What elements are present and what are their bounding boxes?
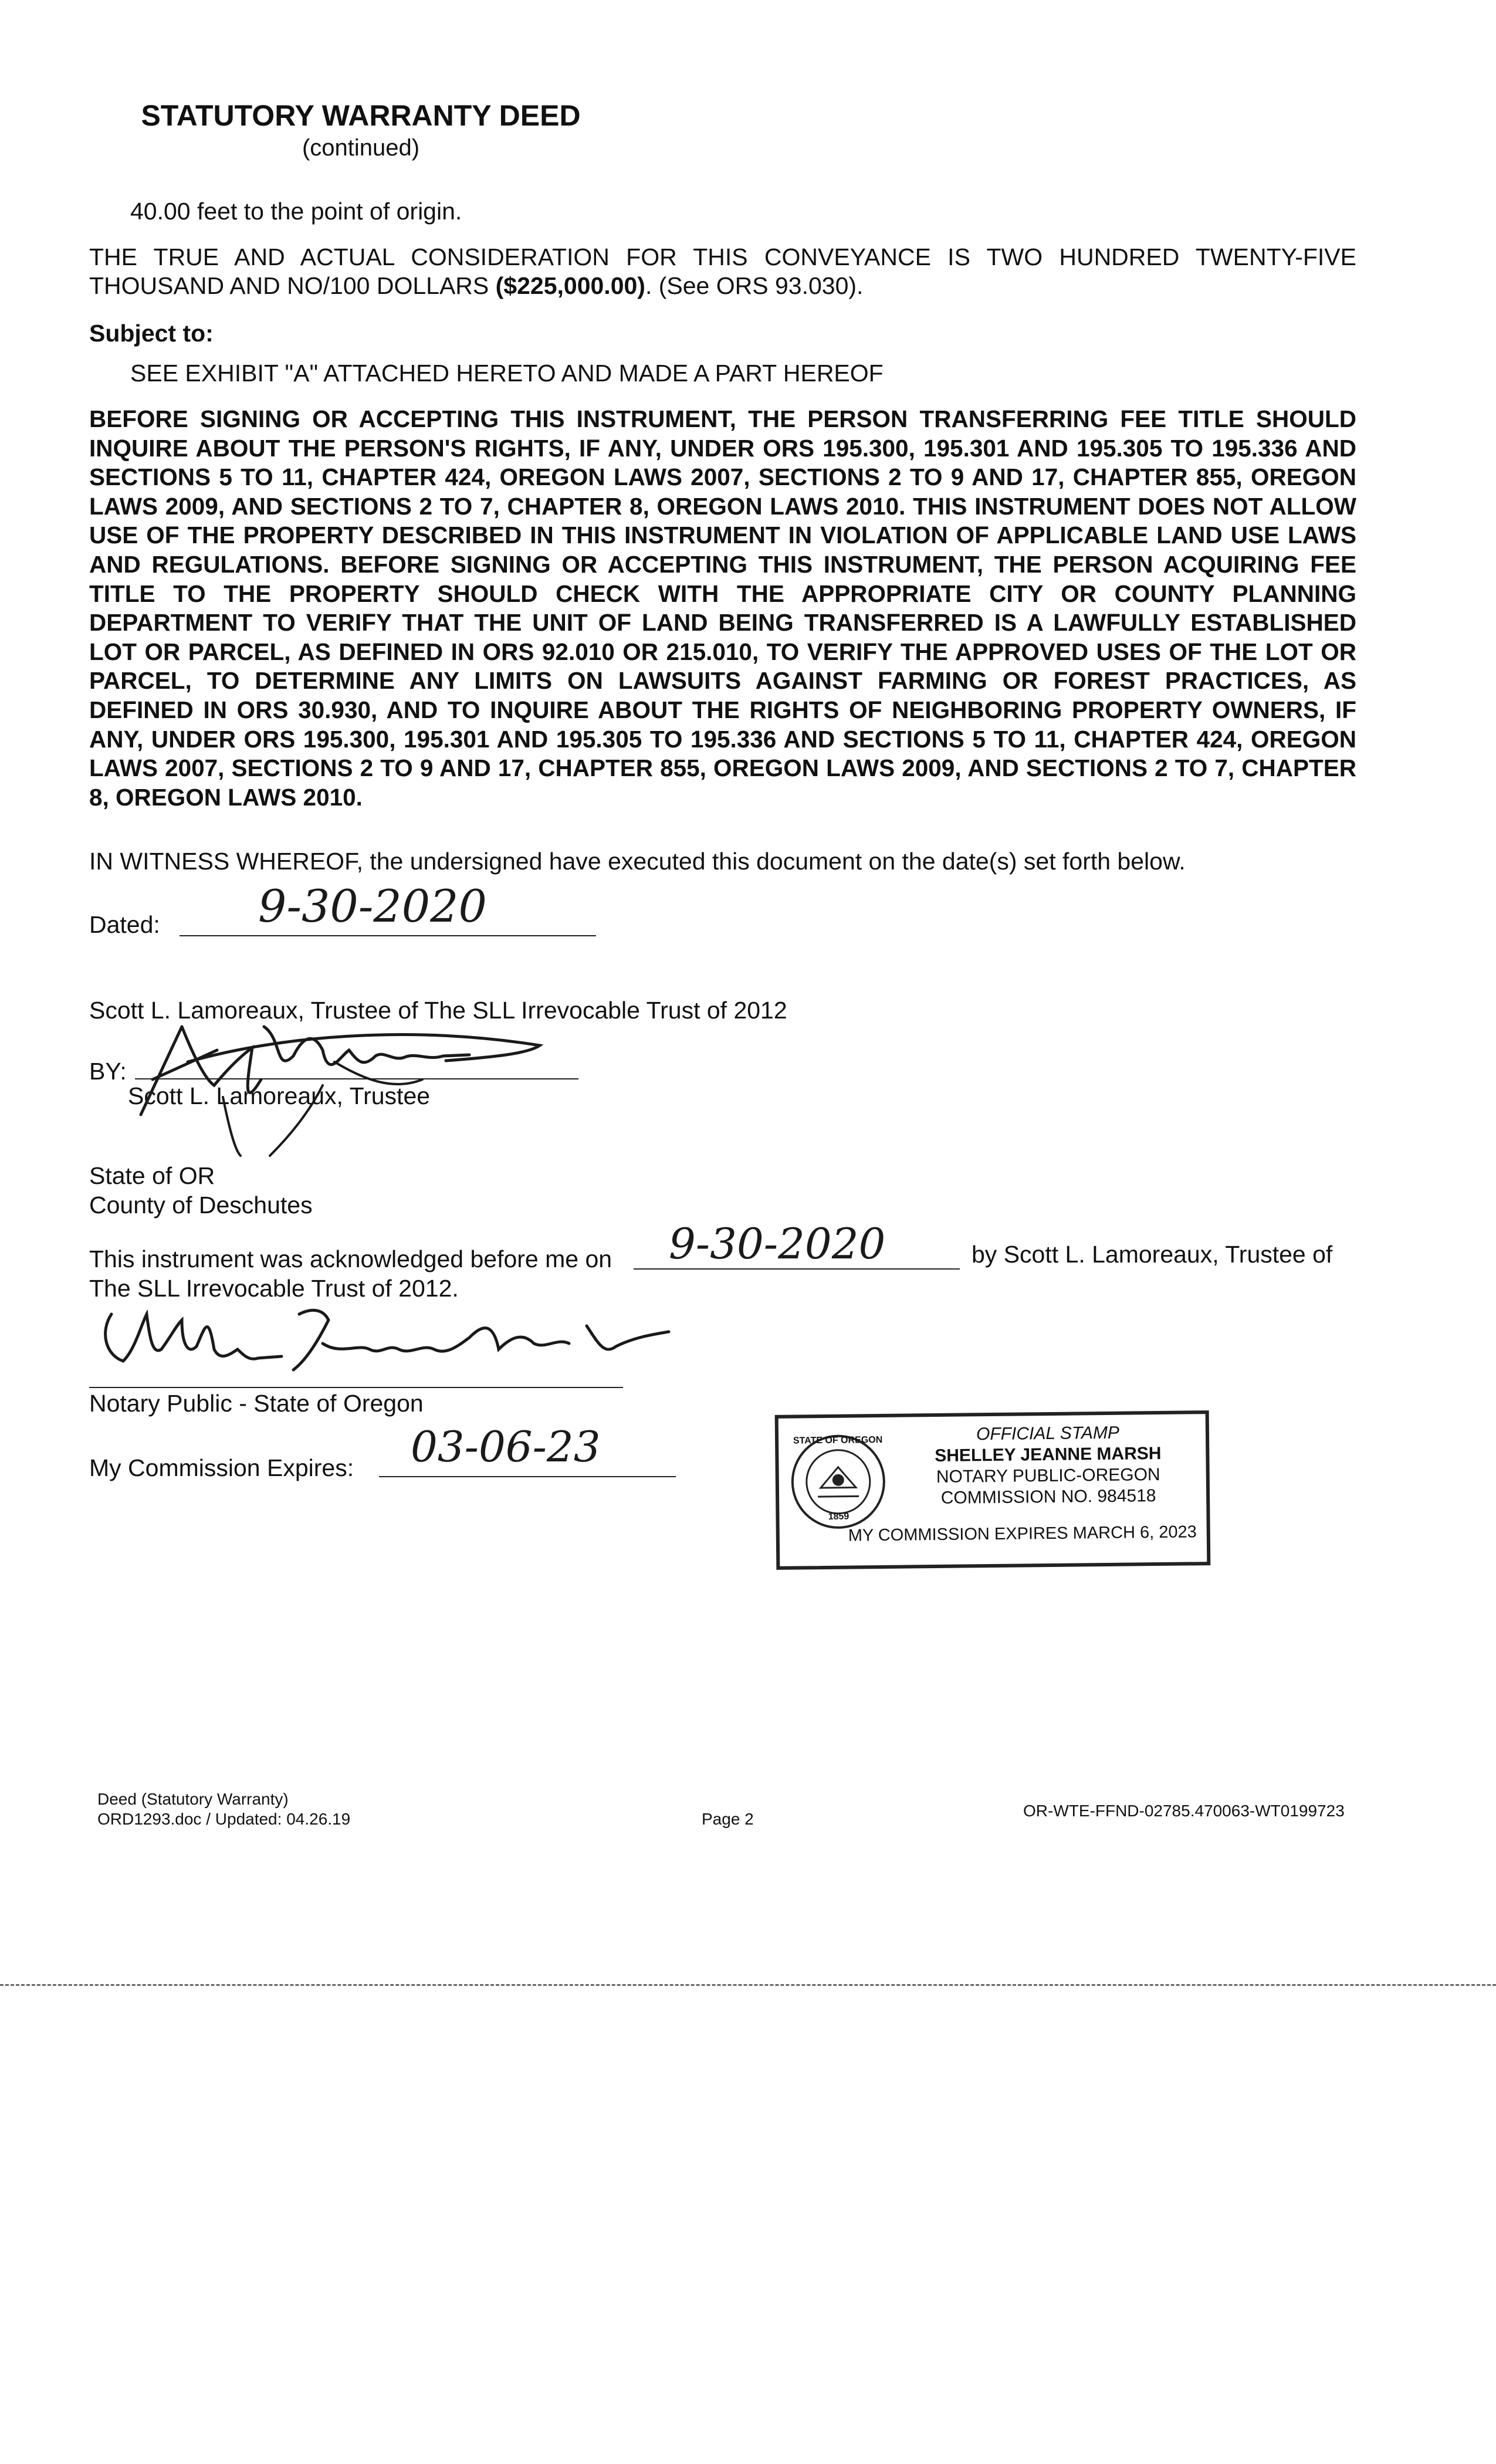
- commission-label: My Commission Expires:: [89, 1454, 354, 1481]
- notary-state: State of OR: [89, 1162, 215, 1189]
- document-subtitle: (continued): [302, 135, 420, 161]
- ack-date-underline: [634, 1268, 960, 1270]
- dated-underline: [180, 935, 596, 936]
- consideration-text: THE TRUE AND ACTUAL CONSIDERATION FOR THIS CONVEYANCE IS TWO HUNDRED TWENTY-FIVE THOUSAND AND NO/100 DOLLARS: [89, 243, 1356, 299]
- signatory-name: Scott L. Lamoreaux, Trustee of The SLL Irrevocable Trust of 2012: [89, 997, 787, 1024]
- footer-file-number: OR-WTE-FFND-02785.470063-WT0199723: [1023, 1802, 1345, 1820]
- witness-statement: IN WITNESS WHEREOF, the undersigned have executed this document on the date(s) set forth below.: [89, 848, 1186, 875]
- commission-underline: [379, 1476, 676, 1477]
- document-title: STATUTORY WARRANTY DEED: [141, 99, 581, 132]
- consideration-ref: . (See ORS 93.030).: [645, 272, 864, 299]
- ack-text: This instrument was acknowledged before me on: [89, 1245, 612, 1272]
- ack-trust-name: The SLL Irrevocable Trust of 2012.: [89, 1275, 459, 1302]
- stamp-line-expires: MY COMMISSION EXPIRES MARCH 6, 2023: [848, 1522, 1197, 1545]
- by-label: BY:: [89, 1058, 127, 1085]
- trustee-signature: [117, 991, 563, 1162]
- dated-value: 9-30-2020: [258, 880, 487, 932]
- signatory-caption: Scott L. Lamoreaux, Trustee: [128, 1082, 431, 1109]
- dated-label: Dated:: [89, 911, 160, 938]
- notary-county: County of Deschutes: [89, 1192, 313, 1219]
- origin-line: 40.00 feet to the point of origin.: [130, 198, 462, 225]
- subject-to-label: Subject to:: [89, 320, 214, 347]
- stamp-line-notary: NOTARY PUBLIC-OREGON: [936, 1465, 1160, 1487]
- footer-doc-type: Deed (Statutory Warranty): [97, 1790, 289, 1808]
- ack-date: 9-30-2020: [669, 1219, 886, 1268]
- page-bottom-divider: [0, 1984, 1496, 1986]
- stamp-line-commission: COMMISSION NO. 984518: [940, 1486, 1156, 1508]
- land-use-warning: BEFORE SIGNING OR ACCEPTING THIS INSTRUMENT, THE PERSON TRANSFERRING FEE TITLE SHOULD INQUIRE ABOUT THE PERSON'S RIGHTS, IF ANY, UNDER ORS 195.300, 195.301 AND 195.305 TO 195.336 AND SECTIONS 5 TO 11, CHAPTER 424, OREGON LAWS 2007, SECTIONS 2 TO 9 AND 17, CHAPTER 855, OREGON LAWS 2009, AND SECTIONS 2 TO 7, CHAPTER 8, OREGON LAWS 2010. THIS INSTRUMENT DOES NOT ALLOW USE OF THE PROPERTY DESCRIBED IN THIS INSTRUMENT IN VIOLATION OF APPLICABLE LAND USE LAWS AND REGULATIONS. BEFORE SIGNING OR ACCEPTING THIS INSTRUMENT, THE PERSON ACQUIRING FEE TITLE TO THE PROPERTY SHOULD CHECK WITH THE APPROPRIATE CITY OR COUNTY PLANNING DEPARTMENT TO VERIFY THAT THE UNIT OF LAND BEING TRANSFERRED IS A LAWFULLY ESTABLISHED LOT OR PARCEL, AS DEFINED IN ORS 92.010 OR 215.010, TO VERIFY THE APPROVED USES OF THE LOT OR PARCEL, TO DETERMINE ANY LIMITS ON LAWSUITS AGAINST FARMING OR FOREST PRACTICES, AS DEFINED IN ORS 30.930, AND TO INQUIRE ABOUT THE RIGHTS OF NEIGHBORING PROPERTY OWNERS, IF ANY, UNDER ORS 195.300, 195.301 AND 195.305 TO 195.336 AND SECTIONS 5 TO 11, CHAPTER 424, OREGON LAWS 2007, SECTIONS 2 TO 9 AND 17, CHAPTER 855, OREGON LAWS 2009, AND SECTIONS 2 TO 7, CHAPTER 8, OREGON LAWS 2010.: [89, 405, 1356, 811]
- notary-public-label: Notary Public - State of Oregon: [89, 1390, 424, 1417]
- exhibit-line: SEE EXHIBIT "A" ATTACHED HERETO AND MADE A PART HEREOF: [130, 360, 884, 387]
- official-stamp: [775, 1410, 1211, 1570]
- notary-signature: [88, 1291, 675, 1390]
- ack-trustee-text: by Scott L. Lamoreaux, Trustee of: [972, 1241, 1333, 1268]
- footer-doc-id: ORD1293.doc / Updated: 04.26.19: [97, 1810, 351, 1828]
- seal-text: STATE OF OREGON: [793, 1434, 883, 1446]
- consideration-paragraph: [89, 243, 1356, 300]
- stamp-line-name: SHELLEY JEANNE MARSH: [935, 1443, 1162, 1466]
- footer-page-number: Page 2: [702, 1810, 754, 1828]
- stamp-line-official: OFFICIAL STAMP: [976, 1423, 1120, 1444]
- consideration-amount: ($225,000.00): [495, 272, 645, 299]
- commission-value: 03-06-23: [411, 1422, 601, 1471]
- seal-year: 1859: [828, 1511, 849, 1522]
- notary-signature-line: [89, 1387, 623, 1388]
